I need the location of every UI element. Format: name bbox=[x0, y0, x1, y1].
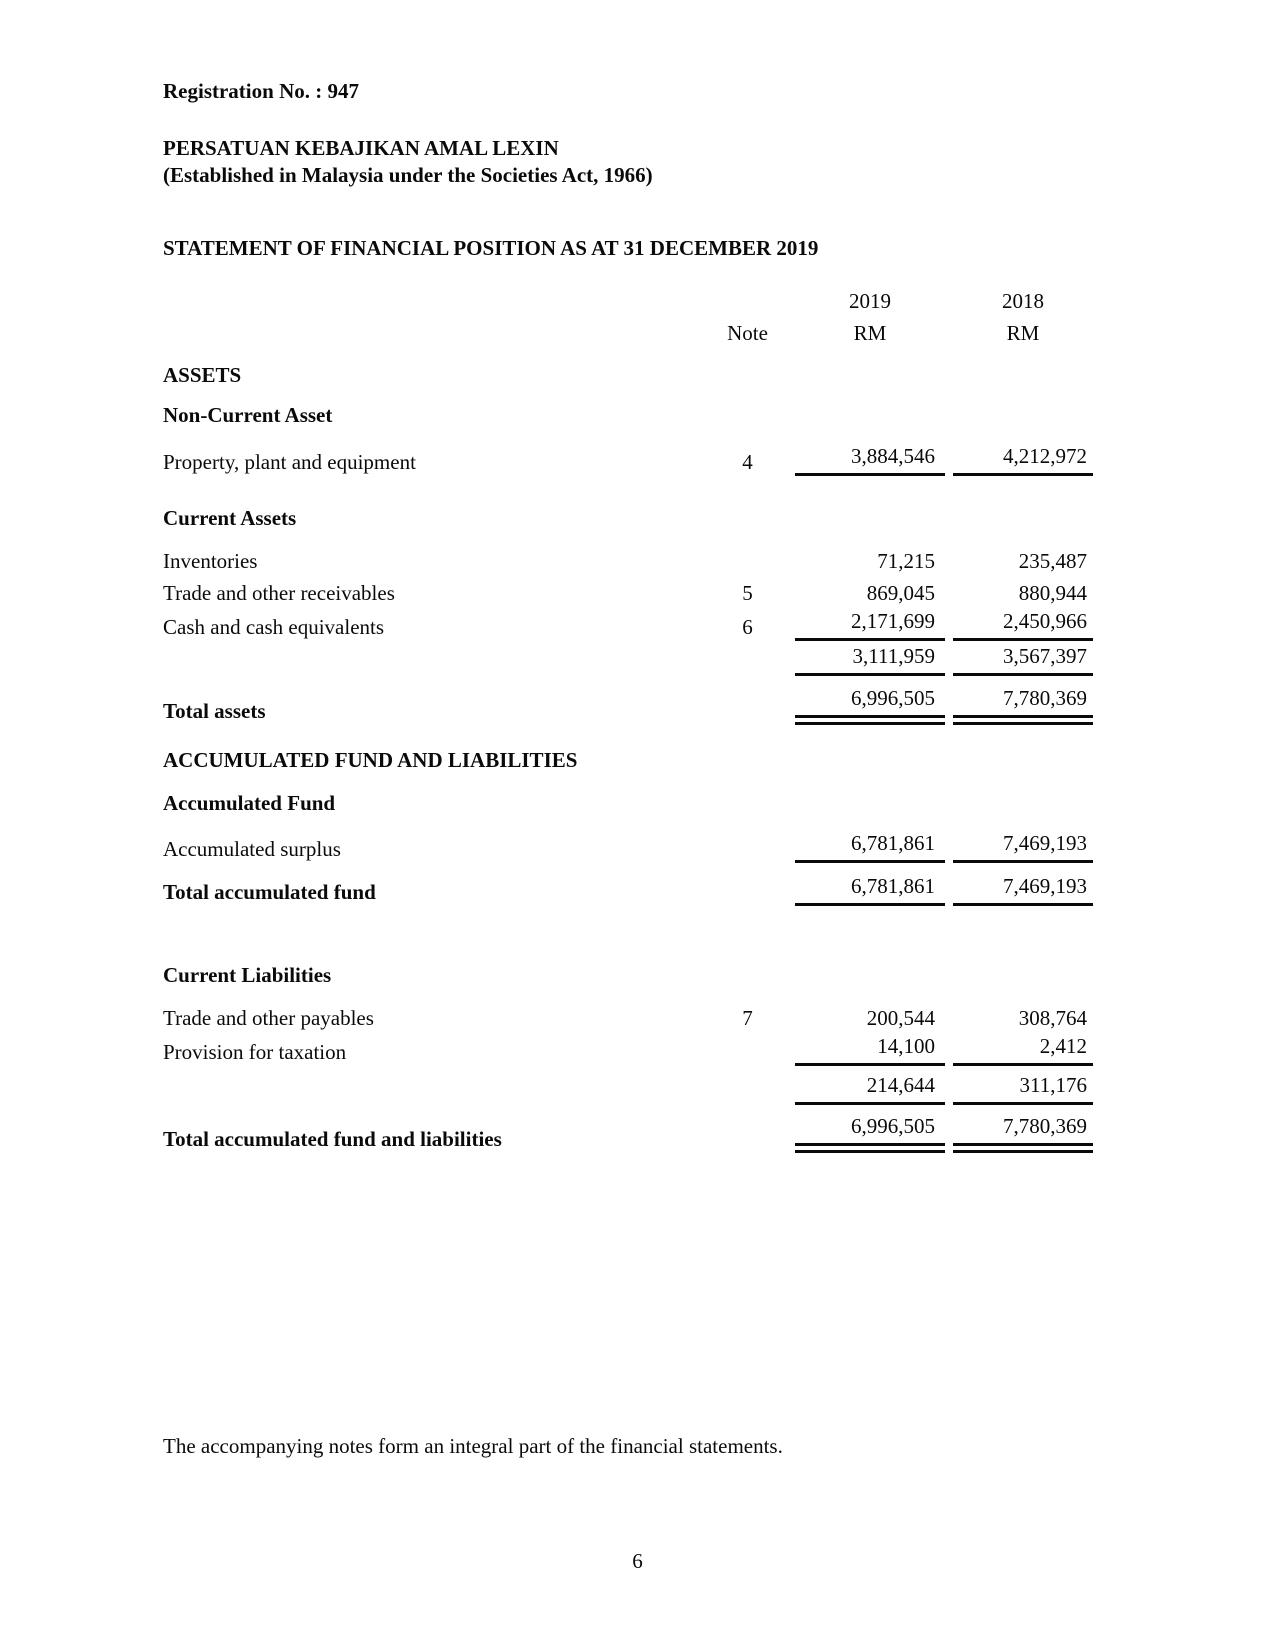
header-year-current: 2019 bbox=[849, 289, 891, 313]
row-current-liabilities-heading bbox=[163, 962, 1093, 989]
organization-header bbox=[163, 135, 1093, 189]
header-currency-current: RM bbox=[853, 321, 887, 345]
row-provision-taxation bbox=[163, 1033, 1093, 1066]
row-amount-2019: 214,644 bbox=[795, 1072, 945, 1105]
section-heading: ACCUMULATED FUND AND LIABILITIES bbox=[163, 748, 578, 772]
row-amount-2018: 308,764 bbox=[1018, 1006, 1087, 1030]
table-header-units bbox=[163, 320, 1093, 347]
row-amount-2019: 3,111,959 bbox=[795, 643, 945, 676]
row-amount-2019: 14,100 bbox=[795, 1033, 945, 1066]
row-amount-2018: 880,944 bbox=[1018, 581, 1087, 605]
row-trade-payables bbox=[163, 1005, 1093, 1032]
row-accumulated-fund-heading bbox=[163, 790, 1093, 817]
row-label: Property, plant and equipment bbox=[163, 450, 416, 474]
row-amount-2019: 869,045 bbox=[866, 581, 935, 605]
row-amount-2019: 3,884,546 bbox=[795, 443, 945, 476]
footer-note: The accompanying notes form an integral part of the financial statements. bbox=[163, 1434, 783, 1458]
organization-name: PERSATUAN KEBAJIKAN AMAL LEXIN bbox=[163, 136, 559, 160]
row-amount-2019: 6,781,861 bbox=[795, 830, 945, 863]
row-amount-2019: 6,996,505 bbox=[795, 685, 945, 725]
row-amount-2018: 311,176 bbox=[953, 1072, 1093, 1105]
header-currency-prior: RM bbox=[1006, 321, 1040, 345]
row-label: Inventories bbox=[163, 549, 258, 573]
document-content bbox=[163, 0, 1093, 1153]
row-current-assets-subtotal bbox=[163, 643, 1093, 676]
row-fund-liabilities-heading bbox=[163, 747, 1093, 774]
row-accumulated-surplus bbox=[163, 830, 1093, 863]
row-total-accumulated-fund bbox=[163, 873, 1093, 906]
row-amount-2018: 4,212,972 bbox=[953, 443, 1093, 476]
row-amount-2018: 3,567,397 bbox=[953, 643, 1093, 676]
statement-title: STATEMENT OF FINANCIAL POSITION AS AT 31 DECEMBER 2019 bbox=[163, 236, 819, 260]
row-note: 4 bbox=[742, 450, 753, 474]
row-amount-2019: 2,171,699 bbox=[795, 608, 945, 641]
row-label: Trade and other receivables bbox=[163, 581, 395, 605]
table-header-years bbox=[163, 288, 1093, 315]
row-amount-2018: 2,412 bbox=[953, 1033, 1093, 1066]
row-total-fund-liabilities bbox=[163, 1113, 1093, 1153]
total-label: Total accumulated fund bbox=[163, 880, 376, 904]
row-property-plant-equipment bbox=[163, 443, 1093, 476]
row-amount-2019: 71,215 bbox=[877, 549, 935, 573]
row-amount-2018: 7,469,193 bbox=[953, 830, 1093, 863]
row-label: Cash and cash equivalents bbox=[163, 615, 385, 639]
row-amount-2018: 7,780,369 bbox=[953, 1113, 1093, 1153]
row-amount-2018: 7,780,369 bbox=[953, 685, 1093, 725]
total-label: Total accumulated fund and liabilities bbox=[163, 1127, 502, 1151]
row-non-current-asset-heading bbox=[163, 402, 1093, 429]
row-amount-2018: 2,450,966 bbox=[953, 608, 1093, 641]
section-heading: Accumulated Fund bbox=[163, 791, 336, 815]
row-amount-2018: 7,469,193 bbox=[953, 873, 1093, 906]
row-total-assets bbox=[163, 685, 1093, 725]
row-trade-receivables bbox=[163, 580, 1093, 607]
row-inventories bbox=[163, 548, 1093, 575]
section-heading: ASSETS bbox=[163, 363, 242, 387]
row-amount-2019: 6,781,861 bbox=[795, 873, 945, 906]
row-note: 7 bbox=[742, 1006, 753, 1030]
row-amount-2019: 6,996,505 bbox=[795, 1113, 945, 1153]
row-label: Accumulated surplus bbox=[163, 837, 341, 861]
organization-establishment: (Established in Malaysia under the Societies Act, 1966) bbox=[163, 163, 653, 187]
section-heading: Non-Current Asset bbox=[163, 403, 333, 427]
section-heading: Current Liabilities bbox=[163, 963, 332, 987]
row-current-liabilities-subtotal bbox=[163, 1072, 1093, 1105]
registration-number: Registration No. : 947 bbox=[163, 79, 359, 103]
total-label: Total assets bbox=[163, 699, 266, 723]
row-note: 6 bbox=[742, 615, 753, 639]
header-note-column: Note bbox=[727, 321, 768, 345]
page-number: 6 bbox=[632, 1549, 643, 1573]
row-label: Trade and other payables bbox=[163, 1006, 374, 1030]
section-heading: Current Assets bbox=[163, 506, 297, 530]
header-year-prior: 2018 bbox=[1002, 289, 1044, 313]
row-assets-heading bbox=[163, 362, 1093, 389]
row-label: Provision for taxation bbox=[163, 1040, 347, 1064]
row-note: 5 bbox=[742, 581, 753, 605]
row-cash-equivalents bbox=[163, 608, 1093, 641]
row-amount-2019: 200,544 bbox=[866, 1006, 935, 1030]
row-current-assets-heading bbox=[163, 505, 1093, 532]
row-amount-2018: 235,487 bbox=[1018, 549, 1087, 573]
